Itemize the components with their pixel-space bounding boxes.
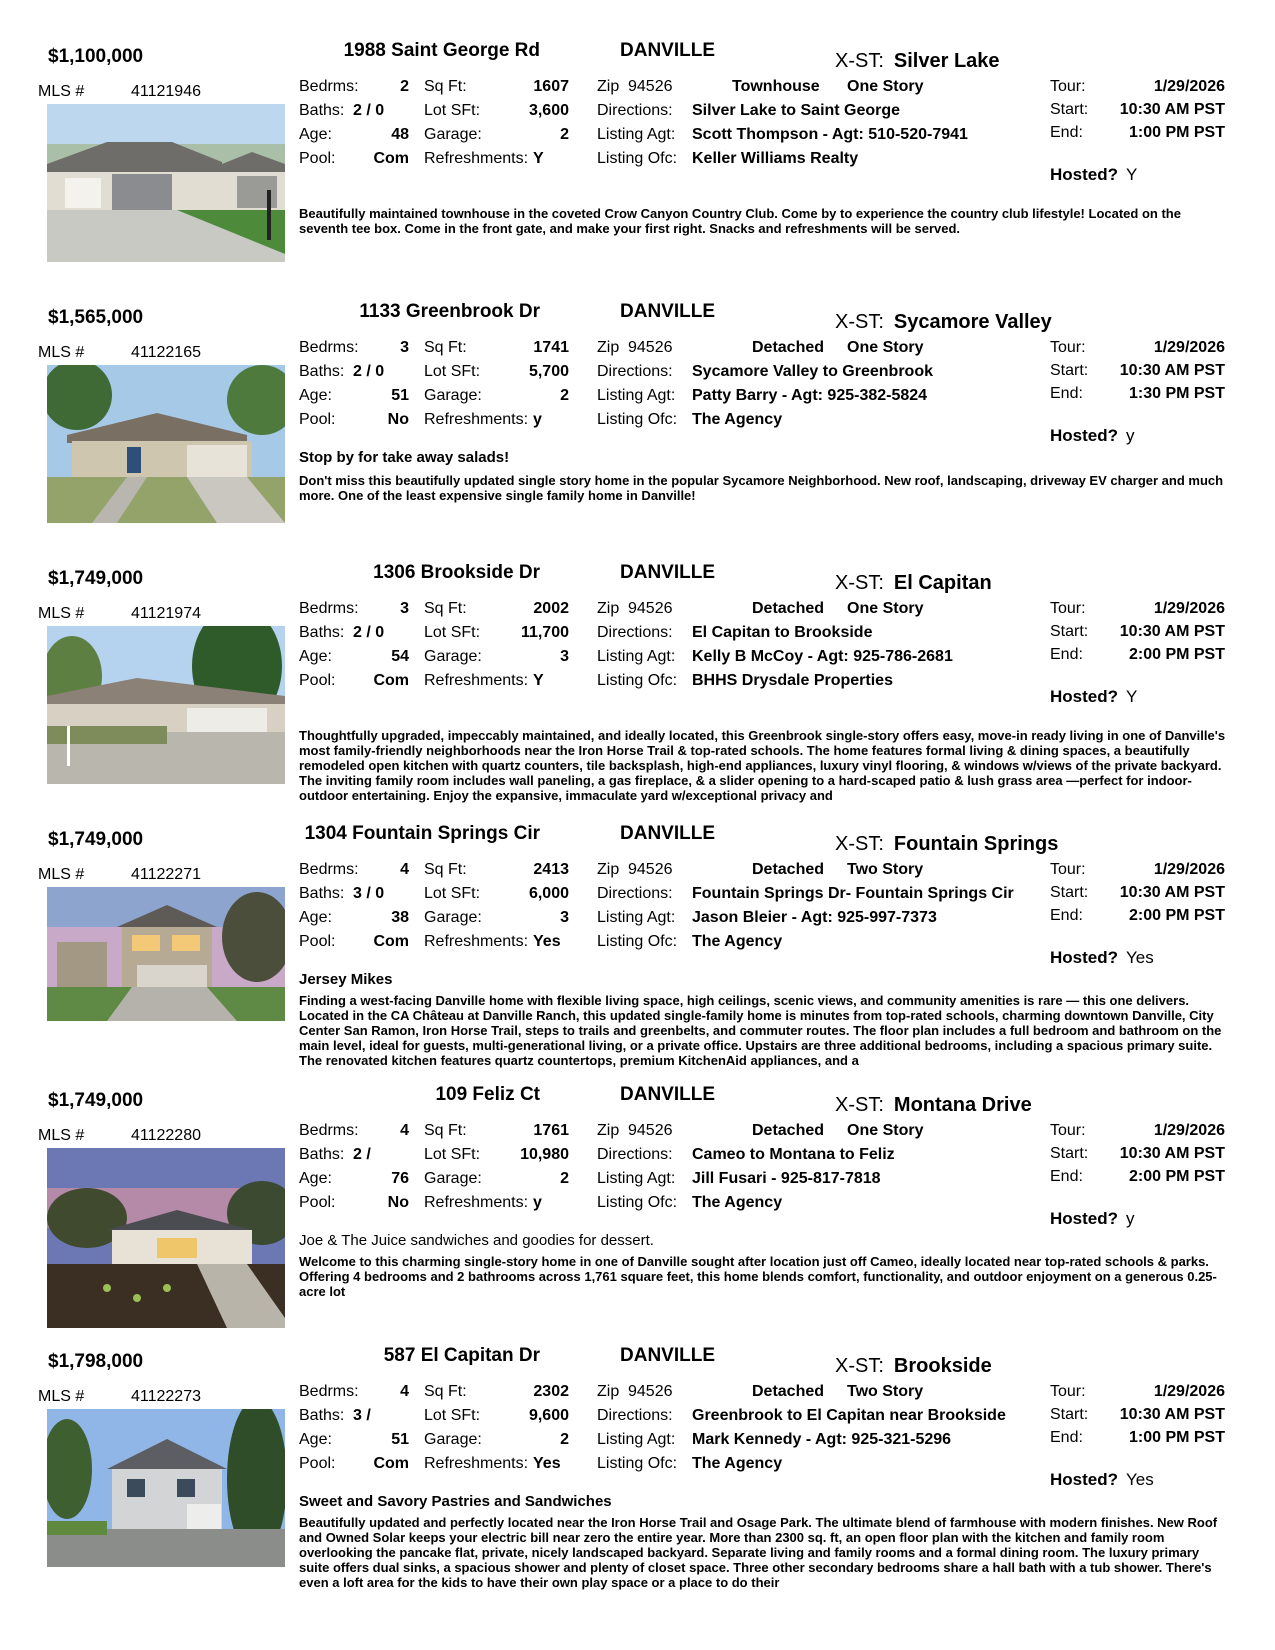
lotsft-value: 10,980 <box>520 1146 569 1163</box>
price: $1,565,000 <box>48 307 144 328</box>
tour-label: Tour: <box>1050 339 1086 356</box>
end-time: 1:30 PM PST <box>1128 385 1225 402</box>
xst-label: X-ST: <box>835 50 884 72</box>
garage-value: 3 <box>560 909 569 926</box>
agent-label: Listing Agt: <box>597 387 676 404</box>
baths-label: Baths: <box>299 885 345 902</box>
age-value: 48 <box>391 126 409 143</box>
zip-value: 94526 <box>628 78 673 95</box>
tour-date: 1/29/2026 <box>1153 600 1225 617</box>
refreshments-value: Yes <box>533 1455 561 1472</box>
refreshments-value: y <box>533 1194 542 1211</box>
zip-label: Zip <box>597 1383 620 1400</box>
baths-value: 3 / <box>353 1407 371 1424</box>
hosted-label: Hosted? <box>1050 948 1118 967</box>
baths-label: Baths: <box>299 1407 345 1424</box>
sqft-value: 2413 <box>533 861 569 878</box>
tour-label: Tour: <box>1050 1122 1086 1139</box>
hosted-value: y <box>1126 426 1135 445</box>
bedrms-label: Bedrms: <box>299 339 359 356</box>
age-label: Age: <box>299 648 332 665</box>
office-label: Listing Ofc: <box>597 1455 678 1472</box>
garage-value: 2 <box>560 1170 569 1187</box>
baths-label: Baths: <box>299 102 345 119</box>
mls-label: MLS # <box>38 1127 85 1144</box>
property-type: Townhouse <box>732 78 820 95</box>
lotsft-label: Lot SFt: <box>424 885 481 902</box>
garage-label: Garage: <box>424 1431 482 1448</box>
baths-label: Baths: <box>299 363 345 380</box>
bedrms-label: Bedrms: <box>299 1122 359 1139</box>
start-label: Start: <box>1050 623 1089 640</box>
zip-label: Zip <box>597 78 620 95</box>
sqft-label: Sq Ft: <box>424 1383 467 1400</box>
baths-value: 3 / 0 <box>353 885 385 902</box>
baths-value: 2 / <box>353 1146 371 1163</box>
hosted <box>1050 948 1154 968</box>
lotsft-value: 5,700 <box>528 363 569 380</box>
listing-photo <box>47 626 285 784</box>
property-type: Detached <box>752 600 825 617</box>
stories: One Story <box>847 1122 924 1139</box>
sqft-label: Sq Ft: <box>424 600 467 617</box>
office-value: BHHS Drysdale Properties <box>692 672 893 689</box>
directions-value: Silver Lake to Saint George <box>692 102 901 119</box>
lotsft-label: Lot SFt: <box>424 102 481 119</box>
sqft-label: Sq Ft: <box>424 1122 467 1139</box>
listing-photo <box>47 1148 285 1328</box>
property-type: Detached <box>752 861 825 878</box>
refreshments-label: Refreshments: <box>424 672 529 689</box>
zip-value: 94526 <box>628 339 673 356</box>
age-label: Age: <box>299 1431 332 1448</box>
description: Beautifully updated and perfectly located near the Iron Horse Trail and Osage Park. The ultimate blend of farmhouse with modern finishes. New Roof and Owned Solar keeps your electric bill near zero the entire year. More than 2300 sq. ft, an open floor plan with the kitchen and family room overlooking the pancake flat, private, nicely landscaped backyard. Separate living and family rooms and a formal dining room. The luxury primary suite offers dual sinks, a spacious shower and plenty of closet space. Three other secondary bedrooms share a hall bath with a tub shower. There's even a loft area for the kids to have their own play space or a place to do their <box>299 1515 1218 1590</box>
agent-value: Patty Barry - Agt: 925-382-5824 <box>692 387 928 404</box>
bedrms-label: Bedrms: <box>299 78 359 95</box>
mls-number: 41122280 <box>131 1127 201 1144</box>
pool-value: Com <box>373 150 409 167</box>
tour-date: 1/29/2026 <box>1153 78 1225 95</box>
start-time: 10:30 AM PST <box>1119 884 1225 901</box>
xst-name: Montana Drive <box>893 1094 1032 1116</box>
baths-value: 2 / 0 <box>353 102 385 119</box>
description: Beautifully maintained townhouse in the coveted Crow Canyon Country Club. Come by to experience the country club lifestyle! Located on the seventh tee box. Come in the front gate, and make your first right. Snacks and refreshments will be served. <box>299 206 1181 236</box>
end-label: End: <box>1050 907 1083 924</box>
agent-value: Jason Bleier - Agt: 925-997-7373 <box>692 909 937 926</box>
pool-value: No <box>387 1194 409 1211</box>
zip-label: Zip <box>597 1122 620 1139</box>
hosted-label: Hosted? <box>1050 426 1118 445</box>
hosted <box>1050 1209 1135 1229</box>
office-label: Listing Ofc: <box>597 1194 678 1211</box>
hosted-value: y <box>1126 1209 1135 1228</box>
agent-value: Kelly B McCoy - Agt: 925-786-2681 <box>692 648 953 665</box>
cross-street <box>835 1094 1032 1117</box>
baths-value: 2 / 0 <box>353 624 385 641</box>
office-value: The Agency <box>692 1455 783 1472</box>
address: 1133 Greenbrook Dr <box>359 301 540 322</box>
garage-label: Garage: <box>424 387 482 404</box>
sqft-label: Sq Ft: <box>424 861 467 878</box>
end-label: End: <box>1050 646 1083 663</box>
end-label: End: <box>1050 1429 1083 1446</box>
hosted <box>1050 687 1137 707</box>
lotsft-label: Lot SFt: <box>424 363 481 380</box>
property-type: Detached <box>752 1383 825 1400</box>
office-value: The Agency <box>692 933 783 950</box>
listing-card <box>0 1341 1275 1599</box>
refreshments-label: Refreshments: <box>424 1194 529 1211</box>
start-time: 10:30 AM PST <box>1119 1406 1225 1423</box>
xst-name: El Capitan <box>893 572 992 594</box>
baths-value: 2 / 0 <box>353 363 385 380</box>
hosted-label: Hosted? <box>1050 165 1118 184</box>
directions-label: Directions: <box>597 102 673 119</box>
mls-number: 41121946 <box>131 83 201 100</box>
xst-name: Fountain Springs <box>893 833 1059 855</box>
xst-name: Sycamore Valley <box>893 311 1052 333</box>
address: 1306 Brookside Dr <box>373 562 540 583</box>
hosted-value: Y <box>1126 687 1138 706</box>
baths-label: Baths: <box>299 1146 345 1163</box>
lotsft-label: Lot SFt: <box>424 1407 481 1424</box>
office-value: The Agency <box>692 1194 783 1211</box>
office-value: The Agency <box>692 411 783 428</box>
start-label: Start: <box>1050 1145 1089 1162</box>
end-label: End: <box>1050 124 1083 141</box>
age-value: 38 <box>391 909 409 926</box>
garage-value: 3 <box>560 648 569 665</box>
agent-label: Listing Agt: <box>597 648 676 665</box>
bedrms-label: Bedrms: <box>299 861 359 878</box>
stories: One Story <box>847 339 924 356</box>
tour-date: 1/29/2026 <box>1153 1383 1225 1400</box>
age-label: Age: <box>299 1170 332 1187</box>
stories: Two Story <box>847 861 924 878</box>
city: DANVILLE <box>620 1084 715 1105</box>
xst-label: X-ST: <box>835 1355 884 1377</box>
cross-street <box>835 572 992 595</box>
refreshments-value: y <box>533 411 542 428</box>
directions-value: Cameo to Montana to Feliz <box>692 1146 895 1163</box>
listing-card <box>0 558 1275 816</box>
end-label: End: <box>1050 1168 1083 1185</box>
listing-card <box>0 36 1275 294</box>
pool-label: Pool: <box>299 411 336 428</box>
address: 1304 Fountain Springs Cir <box>304 823 540 844</box>
tour-label: Tour: <box>1050 1383 1086 1400</box>
tour-date: 1/29/2026 <box>1153 861 1225 878</box>
end-time: 2:00 PM PST <box>1128 646 1225 663</box>
office-label: Listing Ofc: <box>597 150 678 167</box>
garage-label: Garage: <box>424 909 482 926</box>
cross-street <box>835 1355 992 1378</box>
sqft-value: 1761 <box>533 1122 569 1139</box>
refreshment-note: Sweet and Savory Pastries and Sandwiches <box>299 1493 612 1510</box>
zip-label: Zip <box>597 339 620 356</box>
sqft-value: 1607 <box>533 78 569 95</box>
pool-value: Com <box>373 1455 409 1472</box>
bedrms-label: Bedrms: <box>299 600 359 617</box>
cross-street <box>835 833 1058 856</box>
hosted-label: Hosted? <box>1050 687 1118 706</box>
description: Finding a west-facing Danville home with flexible living space, high ceilings, scenic views, and community amenities is rare — this one delivers. Located in the CA Château at Danville Ranch, this updated single-family home is minutes from top-rated schools, charming downtown Danville, City Center San Ramon, Iron Horse Trail, steps to trails and greenbelts, and commuter routes. The floor plan includes a full bedroom and bathroom on the main level, ideal for guests, multi-generational living, or a private office. Upstairs are three additional bedrooms, including a spacious primary suite. The renovated kitchen features quartz countertops, premium KitchenAid appliances, and a <box>299 993 1222 1068</box>
tour-date: 1/29/2026 <box>1153 1122 1225 1139</box>
start-label: Start: <box>1050 101 1089 118</box>
directions-label: Directions: <box>597 1146 673 1163</box>
city: DANVILLE <box>620 40 715 61</box>
directions-label: Directions: <box>597 1407 673 1424</box>
zip-value: 94526 <box>628 600 673 617</box>
zip-value: 94526 <box>628 1122 673 1139</box>
address: 109 Feliz Ct <box>435 1084 540 1105</box>
mls-label: MLS # <box>38 83 85 100</box>
tour-label: Tour: <box>1050 861 1086 878</box>
directions-value: Greenbrook to El Capitan near Brookside <box>692 1407 1006 1424</box>
mls-number: 41121974 <box>131 605 201 622</box>
agent-label: Listing Agt: <box>597 909 676 926</box>
description: Thoughtfully upgraded, impeccably maintained, and ideally located, this Greenbrook single-story offers easy, move-in ready living in one of Danville's most family-friendly neighborhoods near the Iron Horse Trail & top-rated schools. The home features formal living & dining spaces, a beautifully remodeled open kitchen with quartz counters, tile backsplash, high-end appliances, luxury vinyl flooring, & windows w/views of the private backyard. The inviting family room includes wall paneling, a gas fireplace, & a slider opening to a hard-scaped patio & lush grass area —perfect for indoor-outdoor entertaining. Enjoy the expansive, immaculate yard w/exceptional privacy and <box>299 728 1226 803</box>
bedrms-value: 4 <box>400 1383 409 1400</box>
start-time: 10:30 AM PST <box>1119 362 1225 379</box>
tour-label: Tour: <box>1050 78 1086 95</box>
age-value: 76 <box>391 1170 409 1187</box>
listing-card <box>0 297 1275 555</box>
garage-value: 2 <box>560 126 569 143</box>
agent-value: Jill Fusari - 925-817-7818 <box>692 1170 881 1187</box>
stories: Two Story <box>847 1383 924 1400</box>
xst-name: Brookside <box>893 1355 992 1377</box>
listing-photo <box>47 887 285 1021</box>
mls-label: MLS # <box>38 1388 85 1405</box>
baths-label: Baths: <box>299 624 345 641</box>
bedrms-value: 4 <box>400 861 409 878</box>
age-label: Age: <box>299 909 332 926</box>
pool-label: Pool: <box>299 672 336 689</box>
bedrms-value: 3 <box>400 600 409 617</box>
mls-number: 41122273 <box>131 1388 201 1405</box>
directions-label: Directions: <box>597 885 673 902</box>
address: 587 El Capitan Dr <box>383 1345 540 1366</box>
zip-value: 94526 <box>628 1383 673 1400</box>
end-label: End: <box>1050 385 1083 402</box>
listing-photo <box>47 365 285 523</box>
cross-street <box>835 311 1052 334</box>
garage-label: Garage: <box>424 1170 482 1187</box>
pool-value: Com <box>373 672 409 689</box>
zip-label: Zip <box>597 861 620 878</box>
garage-value: 2 <box>560 1431 569 1448</box>
price: $1,749,000 <box>48 568 144 589</box>
refreshment-note: Jersey Mikes <box>299 971 393 988</box>
sqft-value: 2002 <box>533 600 569 617</box>
end-time: 1:00 PM PST <box>1128 1429 1225 1446</box>
office-label: Listing Ofc: <box>597 672 678 689</box>
property-type: Detached <box>752 339 825 356</box>
stories: One Story <box>847 600 924 617</box>
pool-value: Com <box>373 933 409 950</box>
age-value: 54 <box>391 648 409 665</box>
mls-label: MLS # <box>38 605 85 622</box>
refreshments-value: Y <box>533 672 544 689</box>
xst-label: X-ST: <box>835 311 884 333</box>
xst-label: X-ST: <box>835 833 884 855</box>
hosted-label: Hosted? <box>1050 1209 1118 1228</box>
stories: One Story <box>847 78 924 95</box>
refreshments-label: Refreshments: <box>424 150 529 167</box>
refreshment-note: Joe & The Juice sandwiches and goodies for dessert. <box>299 1232 654 1249</box>
pool-label: Pool: <box>299 1455 336 1472</box>
lotsft-value: 9,600 <box>528 1407 569 1424</box>
xst-label: X-ST: <box>835 1094 884 1116</box>
refreshments-value: Yes <box>533 933 561 950</box>
start-label: Start: <box>1050 884 1089 901</box>
hosted-label: Hosted? <box>1050 1470 1118 1489</box>
end-time: 2:00 PM PST <box>1128 907 1225 924</box>
pool-label: Pool: <box>299 933 336 950</box>
sqft-value: 1741 <box>533 339 569 356</box>
cross-street <box>835 50 1000 73</box>
xst-name: Silver Lake <box>893 50 1000 72</box>
pool-label: Pool: <box>299 150 336 167</box>
price: $1,100,000 <box>48 46 144 67</box>
tour-label: Tour: <box>1050 600 1086 617</box>
bedrms-value: 4 <box>400 1122 409 1139</box>
hosted-value: Y <box>1126 165 1138 184</box>
agent-value: Mark Kennedy - Agt: 925-321-5296 <box>692 1431 952 1448</box>
city: DANVILLE <box>620 562 715 583</box>
refreshments-label: Refreshments: <box>424 411 529 428</box>
directions-value: Fountain Springs Dr- Fountain Springs Cir <box>692 885 1014 902</box>
city: DANVILLE <box>620 301 715 322</box>
tour-date: 1/29/2026 <box>1153 339 1225 356</box>
description: Welcome to this charming single-story home in one of Danville sought after location just off Cameo, ideally located near top-rated schools & parks. Offering 4 bedrooms and 2 bathrooms across 1,761 square feet, this home blends comfort, functionality, and outdoor enjoyment on a generous 0.25-acre lot <box>299 1254 1217 1299</box>
age-label: Age: <box>299 126 332 143</box>
refreshments-label: Refreshments: <box>424 933 529 950</box>
lotsft-value: 3,600 <box>528 102 569 119</box>
refreshment-note: Stop by for take away salads! <box>299 449 510 466</box>
mls-number: 41122271 <box>131 866 201 883</box>
age-label: Age: <box>299 387 332 404</box>
sqft-label: Sq Ft: <box>424 78 467 95</box>
hosted <box>1050 165 1137 185</box>
hosted-value: Yes <box>1126 948 1154 967</box>
city: DANVILLE <box>620 1345 715 1366</box>
hosted-value: Yes <box>1126 1470 1154 1489</box>
garage-label: Garage: <box>424 648 482 665</box>
listing-photo <box>47 1409 285 1567</box>
start-label: Start: <box>1050 362 1089 379</box>
end-time: 2:00 PM PST <box>1128 1168 1225 1185</box>
mls-number: 41122165 <box>131 344 201 361</box>
agent-label: Listing Agt: <box>597 126 676 143</box>
refreshments-value: Y <box>533 150 544 167</box>
zip-value: 94526 <box>628 861 673 878</box>
mls-label: MLS # <box>38 344 85 361</box>
garage-label: Garage: <box>424 126 482 143</box>
listing-card <box>0 819 1275 1077</box>
refreshments-label: Refreshments: <box>424 1455 529 1472</box>
bedrms-value: 2 <box>400 78 409 95</box>
age-value: 51 <box>391 1431 409 1448</box>
hosted <box>1050 1470 1154 1490</box>
sqft-label: Sq Ft: <box>424 339 467 356</box>
address: 1988 Saint George Rd <box>343 40 540 61</box>
office-label: Listing Ofc: <box>597 411 678 428</box>
price: $1,798,000 <box>48 1351 144 1372</box>
xst-label: X-ST: <box>835 572 884 594</box>
age-value: 51 <box>391 387 409 404</box>
lotsft-value: 11,700 <box>520 624 569 641</box>
lotsft-label: Lot SFt: <box>424 1146 481 1163</box>
sqft-value: 2302 <box>533 1383 569 1400</box>
hosted <box>1050 426 1135 446</box>
agent-value: Scott Thompson - Agt: 510-520-7941 <box>692 126 968 143</box>
agent-label: Listing Agt: <box>597 1170 676 1187</box>
office-label: Listing Ofc: <box>597 933 678 950</box>
listing-card <box>0 1080 1275 1338</box>
description: Don't miss this beautifully updated single story home in the popular Sycamore Neighborhood. New roof, landscaping, driveway EV charger and much more. One of the least expensive single family home in Danville! <box>299 473 1224 503</box>
property-type: Detached <box>752 1122 825 1139</box>
start-time: 10:30 AM PST <box>1119 1145 1225 1162</box>
mls-label: MLS # <box>38 866 85 883</box>
start-time: 10:30 AM PST <box>1119 623 1225 640</box>
garage-value: 2 <box>560 387 569 404</box>
directions-label: Directions: <box>597 363 673 380</box>
pool-value: No <box>387 411 409 428</box>
lotsft-value: 6,000 <box>528 885 569 902</box>
listing-photo <box>47 104 285 262</box>
office-value: Keller Williams Realty <box>692 150 859 167</box>
directions-label: Directions: <box>597 624 673 641</box>
lotsft-label: Lot SFt: <box>424 624 481 641</box>
end-time: 1:00 PM PST <box>1128 124 1225 141</box>
start-label: Start: <box>1050 1406 1089 1423</box>
zip-label: Zip <box>597 600 620 617</box>
bedrms-value: 3 <box>400 339 409 356</box>
bedrms-label: Bedrms: <box>299 1383 359 1400</box>
price: $1,749,000 <box>48 829 144 850</box>
directions-value: Sycamore Valley to Greenbrook <box>692 363 933 380</box>
price: $1,749,000 <box>48 1090 144 1111</box>
agent-label: Listing Agt: <box>597 1431 676 1448</box>
directions-value: El Capitan to Brookside <box>692 624 873 641</box>
start-time: 10:30 AM PST <box>1119 101 1225 118</box>
city: DANVILLE <box>620 823 715 844</box>
pool-label: Pool: <box>299 1194 336 1211</box>
